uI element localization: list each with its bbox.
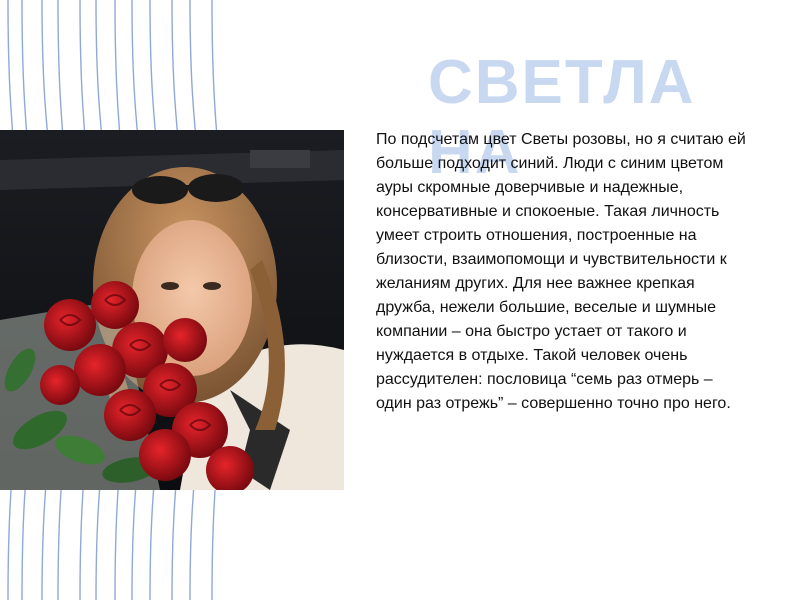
woman-with-red-roses-photo [0,130,344,490]
slide-body-text: По подсчетам цвет Светы розовы, но я считаю ей больше подходит синий. Люди с синим цветом ауры скромные доверчивые и надежные, консервативные и спокоеные. Такая личность умеет строить отношения, построенные на близости, взаимопомощи и чувствительности к желаниям других. Для нее важнее крепкая дружба, нежели большие, веселые и шумные компании – она быстро устает от такого и нуждается в отдыхе. Такой человек очень рассудителен: пословица “семь раз отмерь – один раз отрежь” – совершенно точно про него. [376,131,746,412]
slide-title: СВЕТЛАНА [428,48,696,187]
